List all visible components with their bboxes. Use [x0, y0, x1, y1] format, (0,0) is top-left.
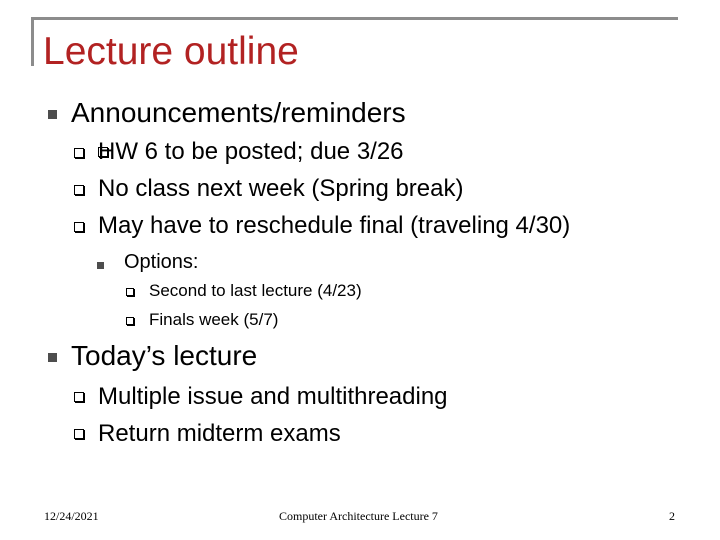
- square-bullet-icon: [97, 262, 104, 269]
- frame-left-line: [31, 17, 34, 66]
- hollow-square-bullet-icon: [126, 317, 134, 325]
- footer-course: Computer Architecture Lecture 7: [279, 509, 438, 523]
- list-item: No class next week (Spring break): [98, 175, 464, 202]
- hollow-square-bullet-icon: [74, 222, 84, 232]
- list-item: Multiple issue and multithreading: [98, 383, 448, 410]
- option-item: Second to last lecture (4/23): [149, 281, 362, 300]
- options-label: Options:: [124, 251, 199, 273]
- square-bullet-icon: [48, 353, 57, 362]
- slide-title: Lecture outline: [43, 30, 299, 73]
- hollow-square-bullet-icon: [74, 185, 84, 195]
- footer-date: 12/24/2021: [44, 509, 99, 523]
- section-heading: Announcements/reminders: [71, 97, 406, 128]
- frame-top-line: [31, 17, 678, 20]
- list-item: HW 6 to be posted; due 3/26: [98, 138, 404, 165]
- footer-page-number: 2: [669, 509, 675, 523]
- hollow-square-bullet-icon: [74, 148, 84, 158]
- list-item: May have to reschedule final (traveling 4/30): [98, 212, 571, 239]
- square-bullet-icon: [48, 110, 57, 119]
- hollow-square-bullet-icon: [126, 288, 134, 296]
- hollow-square-bullet-icon: [74, 392, 84, 402]
- list-item: Return midterm exams: [98, 420, 341, 447]
- section-heading: Today’s lecture: [71, 340, 258, 371]
- option-item: Finals week (5/7): [149, 310, 279, 329]
- hollow-square-bullet-icon: [74, 429, 84, 439]
